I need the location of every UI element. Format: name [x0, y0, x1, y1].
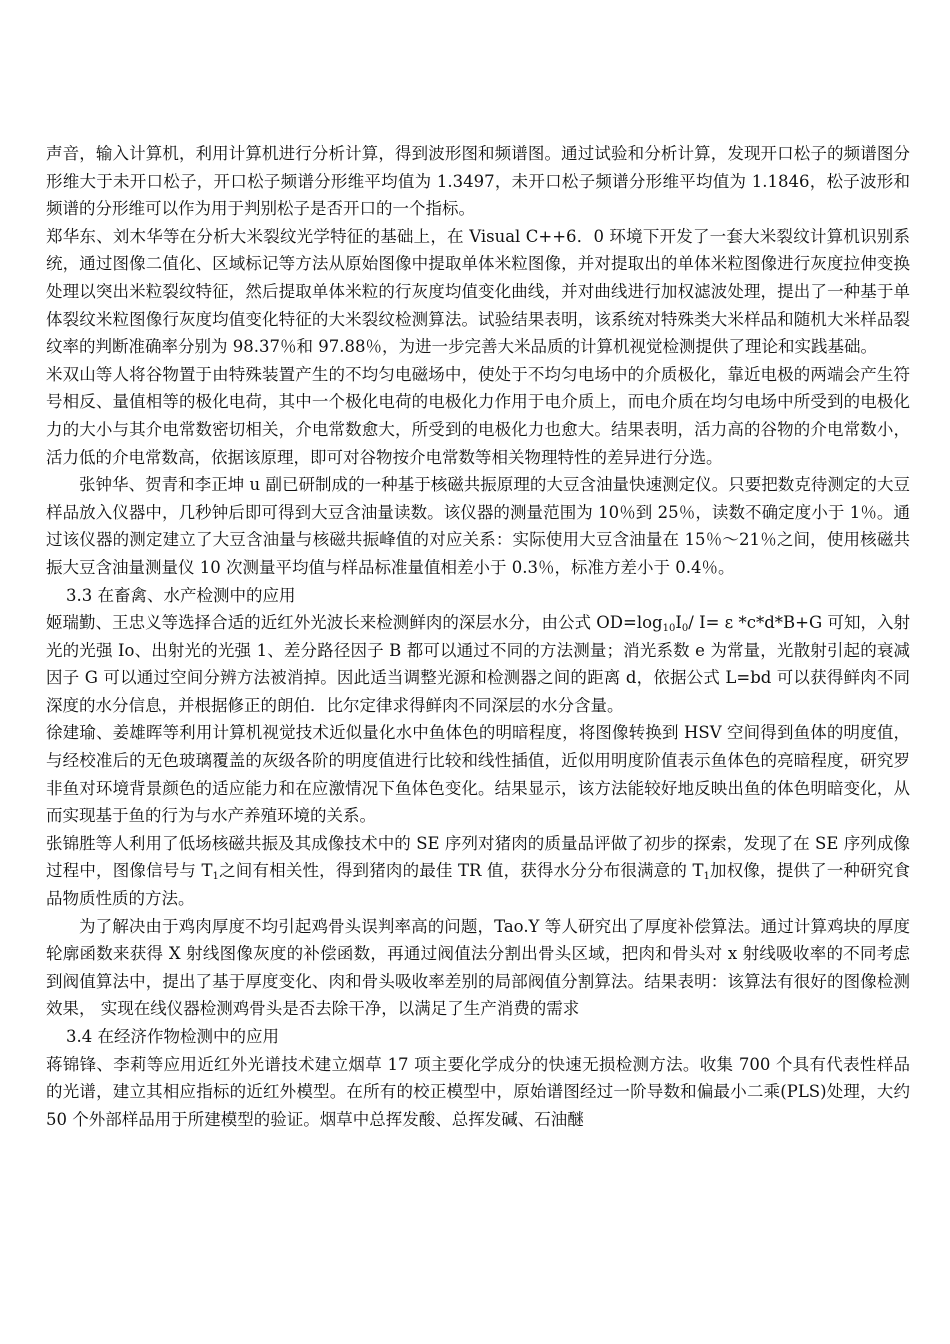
- formula-text-part: 姬瑞勤、王忠义等选择合适的近红外光波长来检测鲜肉的深层水分，由公式 OD=log: [46, 613, 663, 633]
- paragraph-pine-nut-spectrum: 声音，输入计算机，利用计算机进行分析计算，得到波形图和频谱图。通过试验和分析计算，发现开口松子的频谱图分形维大于未开口松子，开口松子频谱分形维平均值为 1.3497，未开口松子频谱分形维平均值为 1.1846，松子波形和频谱的分形维可以作为用于判别松子是否开口的一个指标。: [46, 144, 910, 219]
- paragraph-meat-moisture-nir: [46, 609, 910, 719]
- paragraph-chicken-bone-xray: 为了解决由于鸡肉厚度不均引起鸡骨头误判率高的问题，Tao.Y 等人研究出了厚度补偿算法。通过计算鸡块的厚度轮廓函数来获得 X 射线图像灰度的补偿函数，再通过阀值法分割出骨头区域，把肉和骨头对 x 射线吸收率的不同考虑到阀值算法中，提出了基于厚度变化、肉和骨头吸收率差别的局部阀值分割算法。结果表明：该算法有很好的图像检测效果， 实现在线仪器检测鸡骨头是否去除干净，以满足了生产消费的需求: [46, 916, 910, 1019]
- t1-subscript: 1: [703, 871, 710, 883]
- text-part: 之间有相关性，得到猪肉的最佳 TR 值，获得水分分布很满意的 T: [218, 861, 704, 881]
- section-heading-3-4: 3.4 在经济作物检测中的应用: [66, 1027, 279, 1046]
- paragraph-pork-nmr-imaging: [46, 830, 910, 913]
- section-heading-3-3: 3.3 在畜禽、水产检测中的应用: [66, 585, 296, 605]
- paragraph-fish-color-vision: 徐建瑜、姜雄晖等利用计算机视觉技术近似量化水中鱼体色的明暗程度，将图像转换到 HSV 空间得到鱼体的明度值，与经校准后的无色玻璃覆盖的灰级各阶的明度值进行比较和线性插值，近似用明度阶值表示鱼体色的亮暗程度，研究罗非鱼对环境背景颜色的适应能力和在应激情况下鱼体色变化。结果显示，该方法能较好地反映出鱼的体色明暗变化，从而实现基于鱼的行为与水产养殖环境的关系。: [46, 723, 910, 826]
- paragraph-soybean-oil-nmr: 张钟华、贺青和李正坤 u 副已研制成的一种基于核磁共振原理的大豆含油量快速测定仪。只要把数克待测定的大豆样品放入仪器中，几秒钟后即可得到大豆含油量读数。该仪器的测量范围为 10％到 25％，读数不确定度小于 1％。通过该仪器的测定建立了大豆含油量与核磁共振峰值的对应关系：实际使用大豆含油量在 15％～21％之间，使用核磁共振大豆含油量测量仪 10 次测量平均值与样品标准量值相差小于 0.3％，标准方差小于 0.4％。: [46, 475, 910, 577]
- text-part: 张锦胜等人利用了低场核磁共振及其成像技术中的 SE 序列对猪肉的质量品评做了初步的探索，发现了在 SE 序列成像过程中，图像信号与 T: [46, 833, 910, 881]
- t1-subscript: 1: [212, 871, 219, 883]
- document-page: [46, 140, 910, 1133]
- formula-text-part: / I= ε *c*d*B+G 可知，入射光的光强 Io、出射光的光强 1、差分路径因子 B 都可以通过不同的方法测量；消光系数 e 为常量，光散射引起的衰减因子 G 可以通过空间分辨方法被消掉。因此适当调整光源和检测器之间的距离 d，依据公式 L=bd 可以获得鲜肉不同深度的水分信息，并根据修正的朗伯．比尔定律求得鲜肉不同深层的水分含量。: [46, 613, 910, 715]
- formula-subscript: 0: [681, 623, 689, 635]
- text-part: 加权像，提供了一种研究食品物质性质的方法。: [46, 861, 910, 909]
- paragraph-tobacco-nir: 蒋锦锋、李莉等应用近红外光谱技术建立烟草 17 项主要化学成分的快速无损检测方法。收集 700 个具有代表性样品的光谱，建立其相应指标的近红外模型。在所有的校正模型中，原始谱图经过一阶导数和偏最小二乘(PLS)处理，大约 50 个外部样品用于所建模型的验证。烟草中总挥发酸、总挥发碱、石油醚: [46, 1054, 910, 1129]
- paragraph-rice-crack-detection: 郑华东、刘木华等在分析大米裂纹光学特征的基础上，在 Visual C++6．0 环境下开发了一套大米裂纹计算机识别系统，通过图像二值化、区域标记等方法从原始图像中提取单体米粒图像，并对提取出的单体米粒图像进行灰度拉伸变换处理以突出米粒裂纹特征，然后提取单体米粒的行灰度均值变化曲线，并对曲线进行加权滤波处理，提出了一种基于单体裂纹米粒图像行灰度均值变化特征的大米裂纹检测算法。试验结果表明，该系统对特殊类大米样品和随机大米样品裂纹率的判断准确率分别为 98.37％和 97.88％，为进一步完善大米品质的计算机视觉检测提供了理论和实践基础。: [46, 226, 910, 357]
- paragraph-grain-dielectric-sorting: 米双山等人将谷物置于由特殊装置产生的不均匀电磁场中，使处于不均匀电场中的介质极化，靠近电极的两端会产生符号相反、量值相等的极化电荷，其中一个极化电荷的电极化力作用于电介质上，而电介质在均匀电场中所受到的电极化力的大小与其介电常数密切相关，介电常数愈大，所受到的电极化力也愈大。结果表明，活力高的谷物的介电常数小，活力低的介电常数高，依据该原理，即可对谷物按介电常数等相关物理特性的差异进行分选。: [46, 364, 910, 467]
- formula-text-part: I: [675, 613, 682, 633]
- formula-subscript: 10: [662, 623, 676, 635]
